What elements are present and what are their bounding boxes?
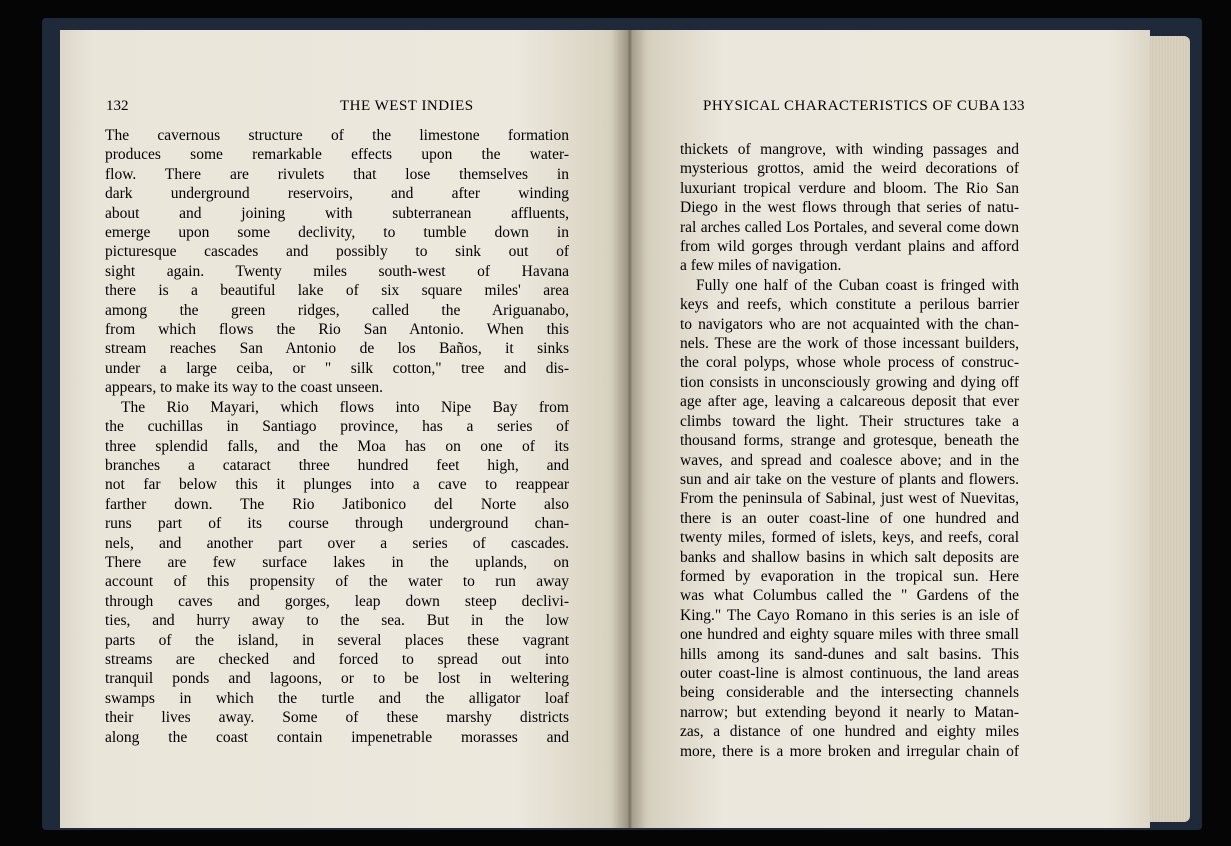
- text-line: twenty miles, formed of islets, keys, and reefs, coral: [680, 529, 1019, 547]
- text-line: to navigators who are not acquainted with the chan-: [680, 315, 1019, 333]
- text-line: parts of the island, in several places these vagrant: [105, 631, 569, 649]
- text-line: through caves and gorges, leap down steep declivi-: [105, 592, 569, 610]
- text-line: runs part of its course through underground chan-: [105, 515, 569, 533]
- text-line: more, there is a more broken and irregular chain of: [680, 742, 1019, 760]
- text-line: From the peninsula of Sabinal, just west of Nuevitas,: [680, 490, 1019, 508]
- text-line: Fully one half of the Cuban coast is fringed with: [696, 276, 1019, 294]
- text-line: a few miles of navigation.: [680, 257, 842, 275]
- right-page-number: 133: [1002, 98, 1025, 114]
- text-line: ties, and hurry away to the sea. But in the low: [105, 612, 569, 630]
- text-line: waves, and spread and coalesce above; and in the: [680, 451, 1019, 469]
- right-body-text: [680, 140, 1019, 761]
- text-line: account of this propensity of the water to run away: [105, 573, 569, 591]
- text-line: The cavernous structure of the limestone formation: [105, 127, 569, 144]
- text-line: picturesque cascades and possibly to sink out of: [105, 243, 569, 261]
- text-line: there is an outer coast-line of one hundred and: [680, 509, 1019, 527]
- text-line: along the coast contain impenetrable morasses and: [105, 728, 569, 746]
- text-line: tion consists in unconsciously growing and dying off: [680, 373, 1019, 391]
- text-line: banks and shallow basins in which salt deposits are: [680, 548, 1019, 566]
- text-line: there is a beautiful lake of six square miles' area: [105, 282, 569, 300]
- text-line: zas, a distance of one hundred and eighty miles: [680, 723, 1019, 741]
- text-line: formed by evaporation in the tropical sun. Here: [680, 567, 1019, 585]
- text-line: sight again. Twenty miles south-west of Havana: [105, 262, 569, 280]
- text-line: their lives away. Some of these marshy districts: [105, 709, 569, 727]
- left-running-head: THE WEST INDIES: [340, 98, 474, 114]
- right-running-head: PHYSICAL CHARACTERISTICS OF CUBA: [703, 98, 1001, 114]
- text-line: was what Columbus called the " Gardens of the: [680, 587, 1019, 605]
- text-line: produces some remarkable effects upon the water-: [105, 146, 569, 164]
- text-line: thickets of mangrove, with winding passages and: [680, 141, 1019, 158]
- text-line: ral arches called Los Portales, and several come down: [680, 218, 1019, 236]
- book-gutter: [612, 30, 646, 828]
- text-line: hills among its sand-dunes and salt basins. This: [680, 645, 1019, 663]
- text-line: nels, and another part over a series of cascades.: [105, 534, 569, 552]
- text-line: branches a cataract three hundred feet high, and: [105, 456, 569, 474]
- text-line: the cuchillas in Santiago province, has a series of: [105, 418, 569, 436]
- text-line: the coral polyps, whose whole process of construc-: [680, 354, 1019, 372]
- text-line: thousand forms, strange and grotesque, beneath the: [680, 432, 1019, 450]
- text-line: from which flows the Rio San Antonio. When this: [105, 321, 569, 339]
- text-line: from wild gorges through verdant plains and afford: [680, 238, 1019, 256]
- text-line: stream reaches San Antonio de los Baños, it sinks: [105, 340, 569, 358]
- text-line: outer coast-line is almost continuous, the land areas: [680, 664, 1019, 682]
- text-line: The Rio Mayari, which flows into Nipe Bay from: [121, 398, 569, 416]
- text-line: dark underground reservoirs, and after winding: [105, 185, 569, 203]
- text-line: narrow; but extending beyond it nearly to Matan-: [680, 703, 1019, 721]
- text-line: streams are checked and forced to spread out into: [105, 650, 569, 668]
- text-line: one hundred and eighty square miles with three small: [680, 626, 1019, 644]
- text-line: not far below this it plunges into a cave to reappear: [105, 476, 569, 494]
- text-line: Diego in the west flows through that series of natu-: [680, 199, 1019, 217]
- text-line: tranquil ponds and lagoons, or to be lost in weltering: [105, 670, 569, 688]
- text-line: among the green ridges, called the Ariguanabo,: [105, 301, 569, 319]
- text-line: luxuriant tropical verdure and bloom. The Rio San: [680, 179, 1019, 197]
- left-page-number: 132: [106, 98, 129, 114]
- text-line: about and joining with subterranean affluents,: [105, 204, 569, 222]
- text-line: mysterious grottos, amid the weird decorations of: [680, 160, 1019, 178]
- text-line: There are few surface lakes in the uplands, on: [105, 553, 569, 571]
- text-line: age after age, leaving a calcareous deposit that ever: [680, 393, 1019, 411]
- text-line: being considerable and the intersecting channels: [680, 684, 1019, 702]
- text-line: farther down. The Rio Jatibonico del Norte also: [105, 495, 569, 513]
- text-line: appears, to make its way to the coast unseen.: [105, 379, 384, 397]
- text-line: nels. These are the work of those incessant builders,: [680, 335, 1019, 353]
- left-body-text: [105, 126, 569, 747]
- text-line: swamps in which the turtle and the alligator loaf: [105, 689, 569, 707]
- page-edges: [1150, 36, 1190, 822]
- text-line: climbs toward the light. Their structures take a: [680, 412, 1019, 430]
- text-line: under a large ceiba, or " silk cotton," tree and dis-: [105, 359, 569, 377]
- text-line: King." The Cayo Romano in this series is an isle of: [680, 606, 1019, 624]
- text-line: flow. There are rivulets that lose themselves in: [105, 165, 569, 183]
- text-line: three splendid falls, and the Moa has on one of its: [105, 437, 569, 455]
- text-line: sun and air take on the vesture of plants and flowers.: [680, 470, 1019, 488]
- text-line: emerge upon some declivity, to tumble down in: [105, 224, 569, 242]
- text-line: keys and reefs, which constitute a perilous barrier: [680, 296, 1019, 314]
